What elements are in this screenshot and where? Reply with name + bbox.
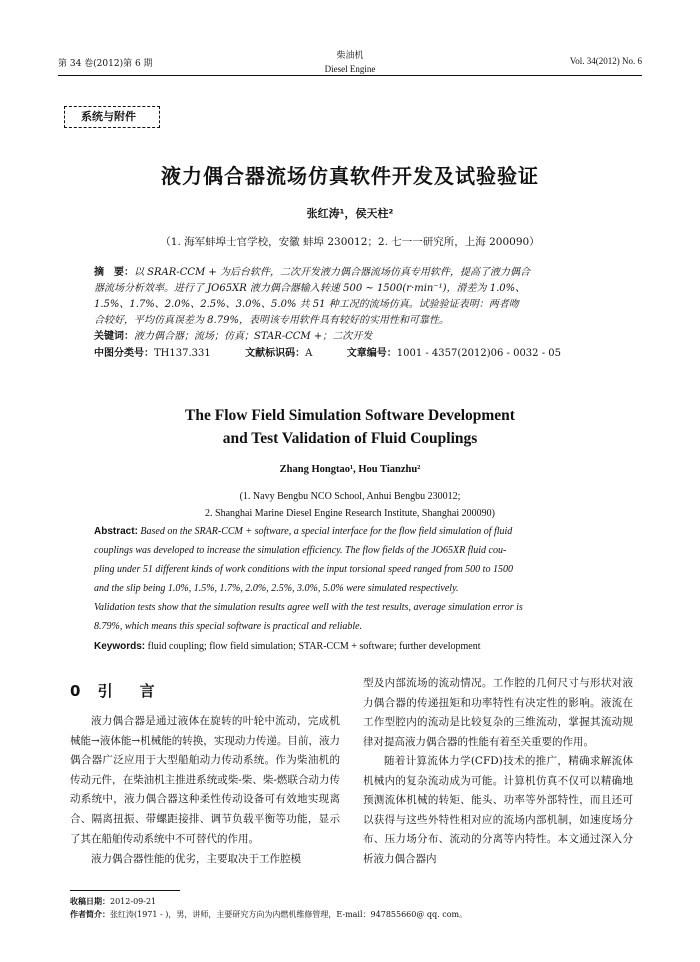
abstract-cn-line: 合较好，平均仿真误差为 8.79%，表明该专用软件具有较好的实用性和可靠性。: [94, 315, 449, 326]
body-paragraph: 液力偶合器是通过液体在旋转的叶轮中流动，完成机械能→液体能→机械能的转换，实现动力传递。目前，液力偶合器广泛应用于大型船舶动力传动系统。作为柴油机的传动元件，在柴油机主推进系统或柴-柴、柴-燃联合动力传动系统中，液力偶合器这种柔性传动设备可有效地实现离合、隔离扭振、带螺距接排、调节负载平衡等功能，显示了其在船舶传动系统中不可替代的作用。: [70, 715, 340, 845]
article-title-cn: 液力偶合器流场仿真软件开发及试验验证: [161, 164, 539, 188]
keywords-en-label: Keywords:: [94, 641, 146, 652]
keywords-en: [94, 639, 634, 655]
keywords-cn: [94, 329, 610, 345]
abstract-cn: [94, 265, 610, 329]
authors-en: Zhang Hongtao¹, Hou Tianzhu²: [279, 464, 421, 475]
abstract-en-label: Abstract:: [94, 526, 138, 537]
abstract-cn-label: 摘 要：: [94, 267, 134, 278]
body-paragraph: 液力偶合器性能的优劣，主要取决于工作腔模: [91, 853, 301, 865]
running-header-issue: 第 34 卷(2012)第 6 期: [58, 59, 153, 69]
abstract-en: [94, 522, 610, 636]
authors-cn: 张红涛¹，侯天柱²: [306, 207, 394, 220]
keywords-cn-label: 关键词：: [94, 331, 134, 342]
abstract-en-line: Validation tests show that the simulation results agree well with the test results, average simulation error is: [94, 602, 523, 613]
received-date: 2012-09-21: [110, 897, 157, 906]
affiliation-cn: （1. 海军蚌埠士官学校，安徽 蚌埠 230012；2. 七一一研究所，上海 200090）: [160, 236, 540, 248]
abstract-en-line: Abstract: Based on the SRAR-CCM + software, a special interface for the flow field simulation of fluid: [94, 526, 513, 537]
body-paragraph: 型及内部流场的流动情况。工作腔的几何尺寸与形状对液力偶合器的传递扭矩和功率特性有决定性的影响。液流在工作型腔内的流动是比较复杂的三维流动，掌握其流动规律对提高液力偶合器的性能有着至关重要的作用。: [363, 677, 633, 748]
author-bio: 张红涛(1971 - )，男，讲师，主要研究方向为内燃机维修管理，E-mail：947855660@ qq. com。: [110, 910, 468, 919]
keywords-cn-text: 液力偶合器；流场；仿真；STAR-CCM +；二次开发: [134, 331, 373, 342]
column-tag: 系统与附件: [64, 106, 160, 128]
article-number-value: 1001 - 4357(2012)06 - 0032 - 05: [396, 348, 561, 359]
affiliation-en-line: (1. Navy Bengbu NCO School, Anhui Bengbu 230012;: [239, 491, 461, 502]
abstract-cn-line: 摘 要：以 SRAR-CCM + 为后台软件，二次开发液力偶合器流场仿真专用软件，提高了液力偶合: [94, 267, 530, 278]
journal-name-en: Diesel Engine: [324, 64, 376, 74]
abstract-en-line: couplings was developed to increase the simulation efficiency. The flow fields of the JO65XR fluid cou-: [94, 545, 507, 556]
doc-code-label: 文献标识码：: [245, 348, 306, 359]
author-bio-label: 作者简介：: [70, 910, 110, 919]
classification-line: [94, 346, 634, 362]
footnote-received: [70, 896, 156, 908]
affiliation-en: [0, 488, 700, 522]
keywords-en-text: fluid coupling; flow field simulation; STAR-CCM + software; further development: [147, 641, 481, 652]
section-heading: [70, 680, 161, 701]
section-number: 0: [70, 682, 87, 700]
received-label: 收稿日期：: [70, 897, 110, 906]
abstract-cn-line: 1.5%、1.7%、2.0%、2.5%、3.0%、5.0% 共 51 种工况的流场仿真。试验验证表明：两者吻: [94, 299, 519, 310]
article-title-en: [0, 404, 700, 450]
clc-value: TH137.331: [154, 348, 211, 359]
footnote-author: [70, 909, 467, 921]
journal-name-cn: 柴油机: [336, 51, 364, 61]
running-header-volume: Vol. 34(2012) No. 6: [569, 56, 642, 66]
section-title: 引 言: [97, 682, 161, 700]
abstract-en-line: 8.79%, which means this special software is practical and reliable.: [94, 621, 363, 632]
abstract-cn-line: 器流场分析效率。进行了 JO65XR 液力偶合器输入转速 500 ~ 1500(r·min⁻¹)，滑差为 1.0%、: [94, 283, 526, 294]
footnote-rule: [70, 890, 180, 891]
header-rule: [58, 75, 642, 76]
article-title-en-line: and Test Validation of Fluid Couplings: [222, 430, 478, 447]
abstract-en-line: pling under 51 different kinds of work conditions with the input torsional speed ranged from 500 to 1500: [94, 564, 513, 575]
article-title-en-line: The Flow Field Simulation Software Development: [185, 407, 515, 424]
body-paragraph: 随着计算流体力学(CFD)技术的推广，精确求解流体机械内的复杂流动成为可能。计算机仿真不仅可以精确地预测流体机械的转矩、能头、功率等外部特性，而且还可以获得与这些外特性相对应的流场内部机制，如速度场分布、压力场分布、流动的分离等内特性。本文通过深入分析液力偶合器内: [363, 755, 633, 865]
article-number-label: 文章编号：: [346, 348, 397, 359]
affiliation-en-line: 2. Shanghai Marine Diesel Engine Research Institute, Shanghai 200090): [205, 508, 495, 519]
clc-label: 中图分类号：: [94, 348, 154, 359]
abstract-en-line: and the slip being 1.0%, 1.5%, 1.7%, 2.0%, 2.5%, 3.0%, 5.0% were simulated respectively.: [94, 583, 459, 594]
doc-code-value: A: [305, 348, 313, 359]
running-header-journal: [290, 50, 410, 76]
